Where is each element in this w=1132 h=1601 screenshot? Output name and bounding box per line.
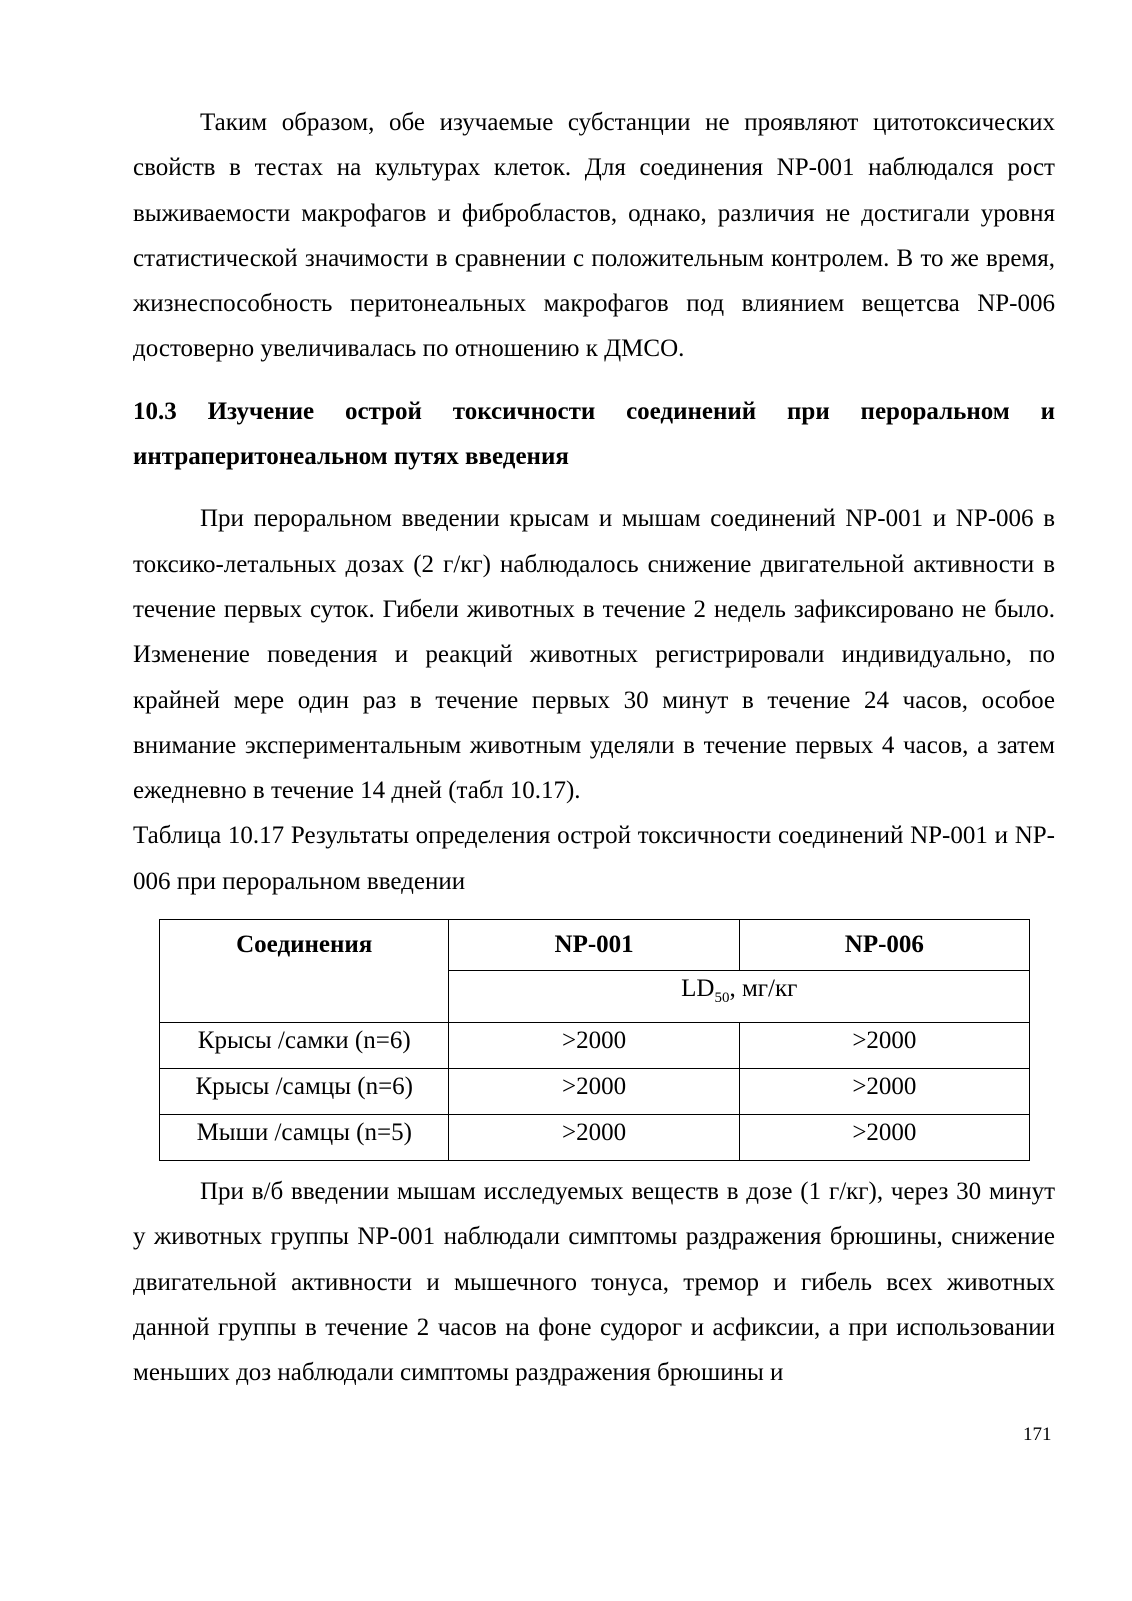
header-compounds: Соединения — [160, 920, 449, 1023]
toxicity-table — [159, 919, 1030, 1161]
row-group: Крысы /самцы (n=6) — [160, 1069, 449, 1115]
table-caption: Таблица 10.17 Результаты определения острой токсичности соединений NP-001 и NP-006 при пероральном введении — [133, 822, 1055, 895]
row-np006-value: >2000 — [739, 1023, 1029, 1069]
row-np001-value: >2000 — [449, 1069, 739, 1115]
row-np006-value: >2000 — [739, 1115, 1029, 1161]
row-np001-value: >2000 — [449, 1023, 739, 1069]
header-np001: NP-001 — [449, 920, 739, 971]
row-np006-value: >2000 — [739, 1069, 1029, 1115]
unit-label-main: LD — [681, 975, 715, 1003]
table-row — [160, 1023, 1030, 1069]
paragraph-cytotoxicity-summary: Таким образом, обе изучаемые субстанции не проявляют цитотоксических свойств в тестах на культурах клеток. Для соединения NP-001 наблюдался рост выживаемости макрофагов и фибробластов, однако, различия не достигали уровня статистической значимости в сравнении с положительным контролем. В то же время, жизнеспособность перитонеальных макрофагов под влиянием вещетсва NP-006 достоверно увеличивалась по отношению к ДМСО. — [133, 109, 1055, 363]
unit-label-sub: 50 — [714, 990, 730, 1007]
document-page — [133, 100, 1055, 1396]
header-np006: NP-006 — [739, 920, 1029, 971]
table-row — [160, 1115, 1030, 1161]
section-heading: 10.3 Изучение острой токсичности соединений при пероральном и интраперитонеальном путях введения — [133, 397, 1055, 471]
paragraph-intraperitoneal: При в/б введении мышам исследуемых веществ в дозе (1 г/кг), через 30 минут у животных группы NP-001 наблюдали симптомы раздражения брюшины, снижение двигательной активности и мышечного тонуса, тремор и гибель всех животных данной группы в течение 2 часов на фоне судорог и асфиксии, а при использовании меньших доз наблюдали симптомы раздражения брюшины и — [133, 1178, 1055, 1387]
paragraph-oral-administration: При пероральном введении крысам и мышам соединений NP-001 и NP-006 в токсико-летальных дозах (2 г/кг) наблюдалось снижение двигательной активности в течение первых суток. Гибели животных в течение 2 недель зафиксировано не было. Изменение поведения и реакций животных регистрировали индивидуально, по крайней мере один раз в течение первых 30 минут в течение 24 часов, особое внимание экспериментальным животным уделяли в течение первых 4 часов, а затем ежедневно в течение 14 дней (табл 10.17). — [133, 505, 1055, 805]
row-np001-value: >2000 — [449, 1115, 739, 1161]
row-group: Крысы /самки (n=6) — [160, 1023, 449, 1069]
unit-label — [449, 971, 1030, 1023]
row-group: Мыши /самцы (n=5) — [160, 1115, 449, 1161]
unit-label-tail: , мг/кг — [729, 975, 798, 1003]
table-row — [160, 1069, 1030, 1115]
page-number: 171 — [1023, 1424, 1052, 1445]
